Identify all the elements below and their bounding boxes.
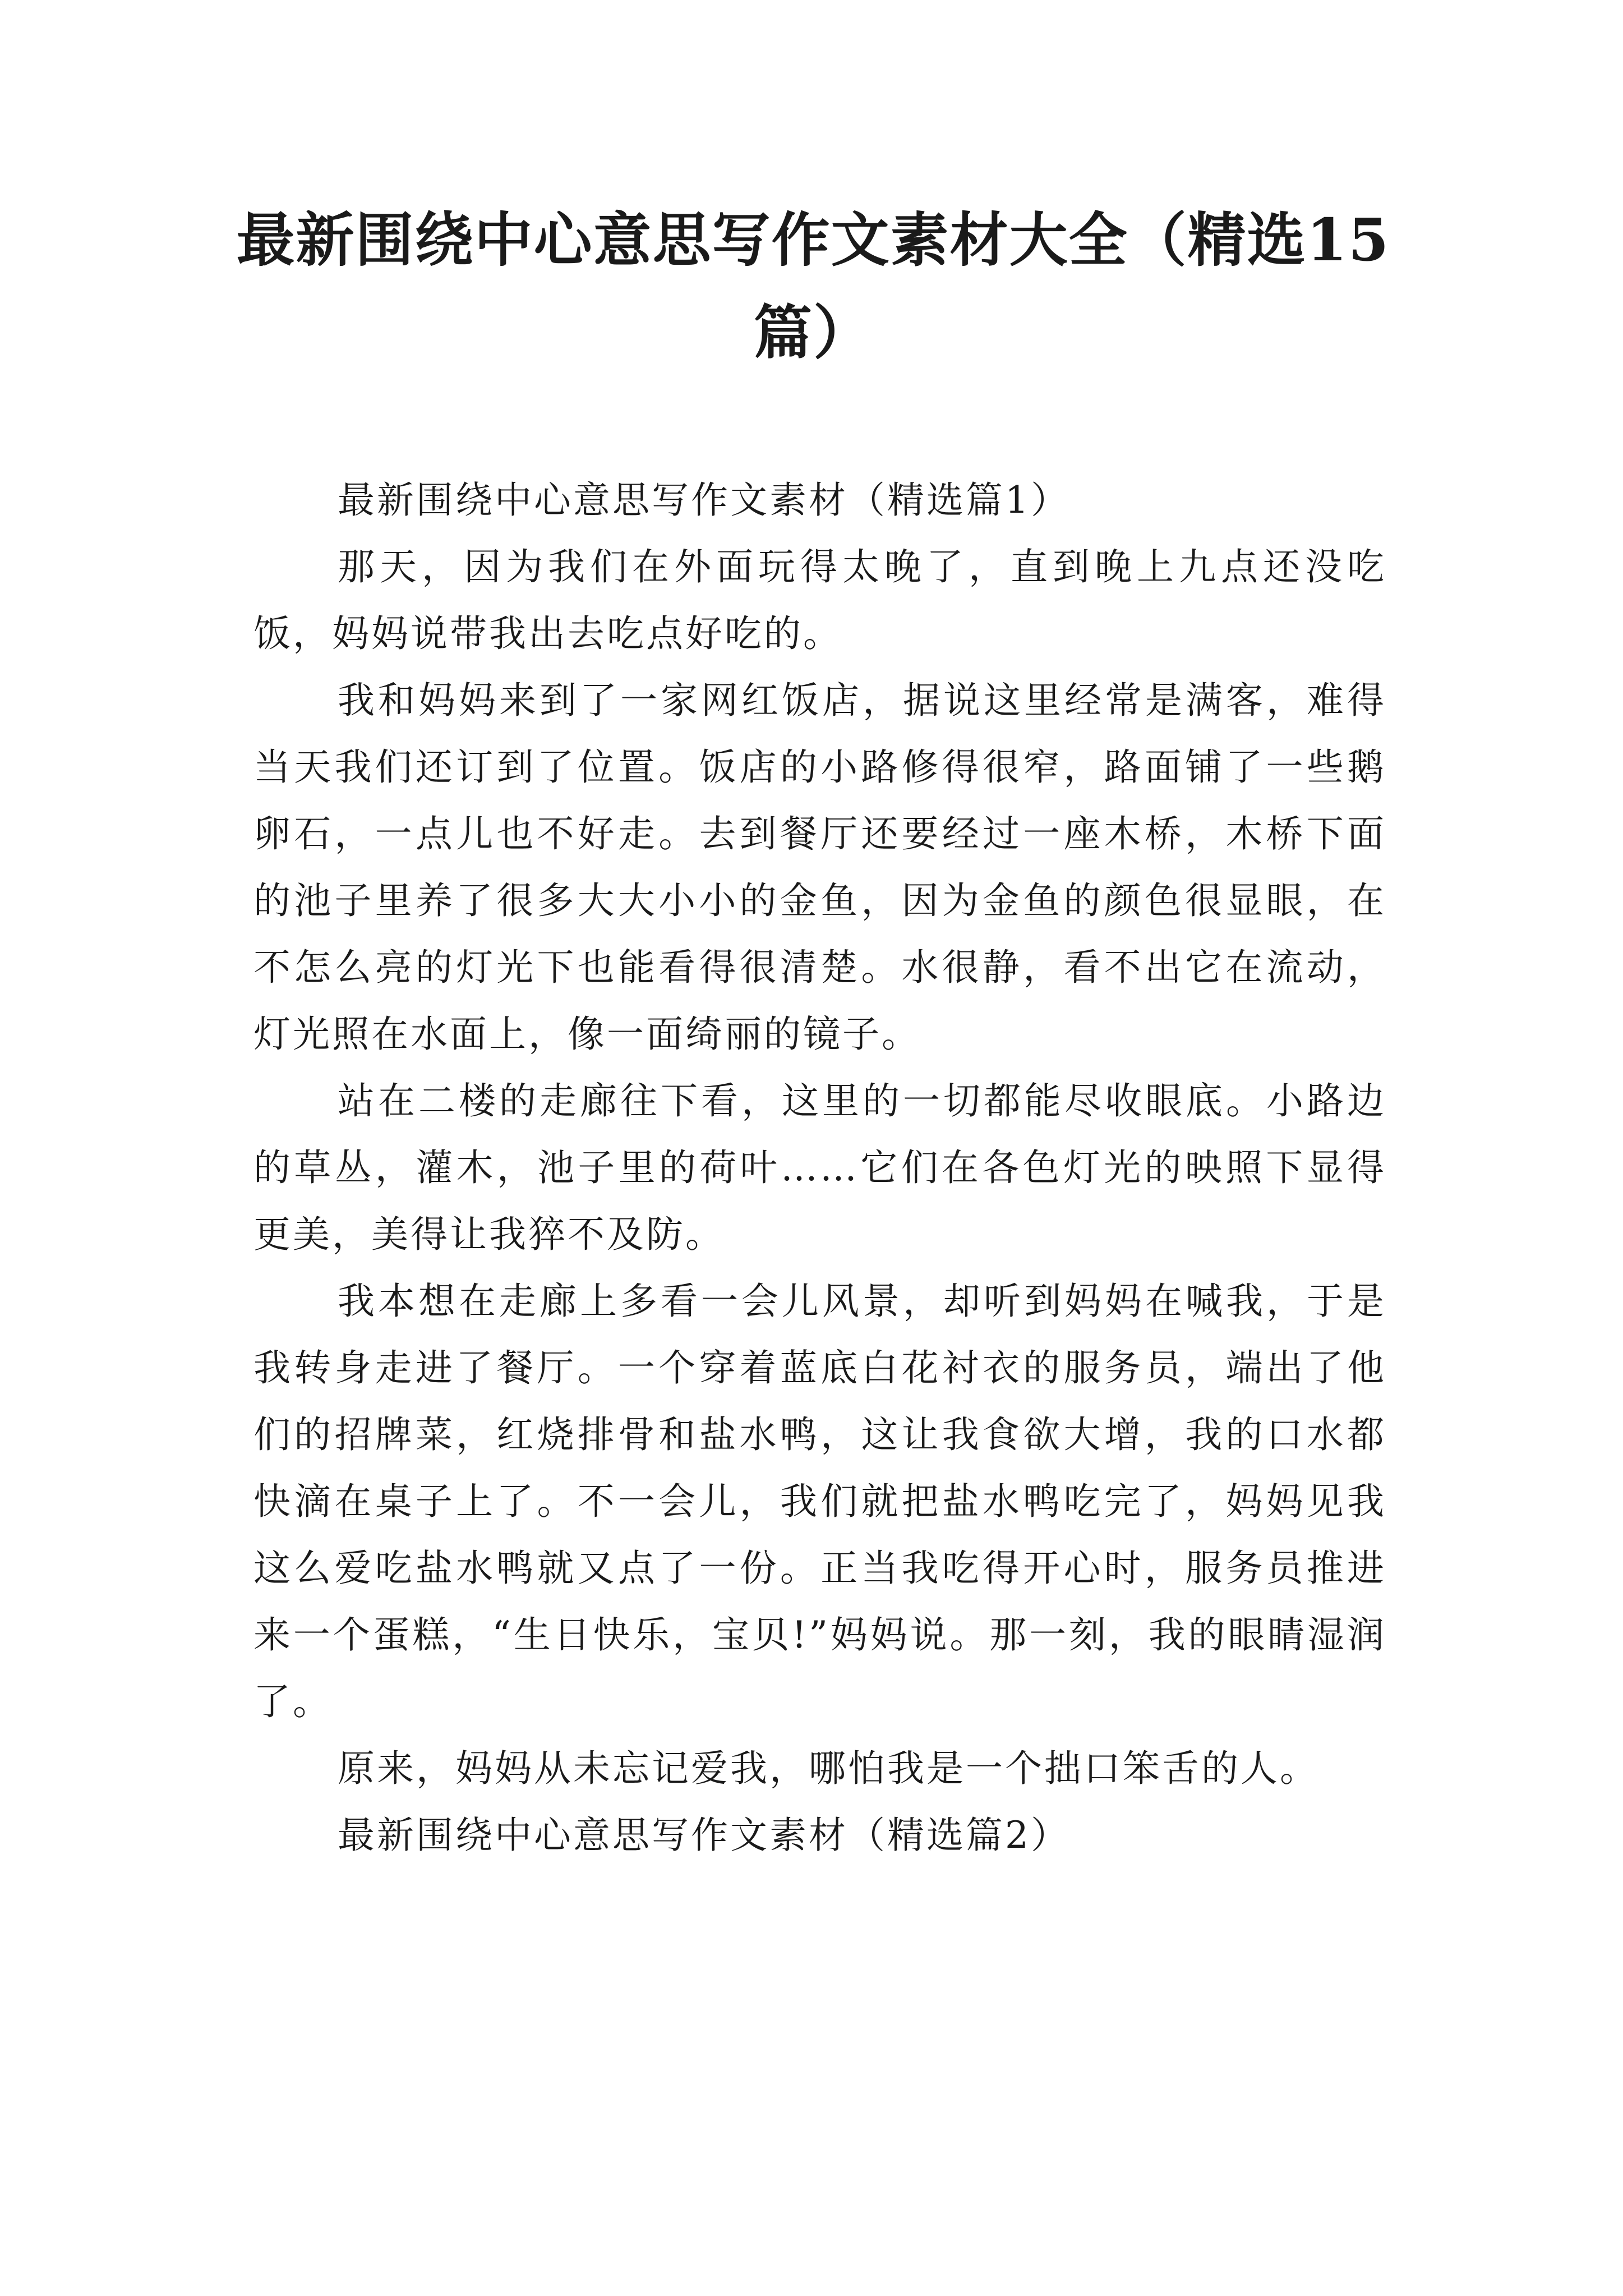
- body-paragraph: 那天，因为我们在外面玩得太晚了，直到晚上九点还没吃饭，妈妈说带我出去吃点好吃的。: [253, 545, 1386, 655]
- body-paragraph: 原来，妈妈从未忘记爱我，哪怕我是一个拙口笨舌的人。: [338, 1747, 1319, 1790]
- body-paragraph: 我本想在走廊上多看一会儿风景，却听到妈妈在喊我，于是我转身走进了餐厅。一个穿着蓝底白花衬衣的服务员，端出了他们的招牌菜，红烧排骨和盐水鸭，这让我食欲大增，我的口水都快滴在桌子上了。不一会儿，我们就把盐水鸭吃完了，妈妈见我这么爱吃盐水鸭就又点了一份。正当我吃得开心时，服务员推进来一个蛋糕，“生日快乐，宝贝!”妈妈说。那一刻，我的眼睛湿润了。: [253, 1280, 1386, 1723]
- section-heading-1: 最新围绕中心意思写作文素材（精选篇1）: [338, 478, 1070, 522]
- document-body: [253, 467, 1386, 1869]
- body-paragraph: 我和妈妈来到了一家网红饭店，据说这里经常是满客，难得当天我们还订到了位置。饭店的小路修得很窄，路面铺了一些鹅卵石，一点儿也不好走。去到餐厅还要经过一座木桥，木桥下面的池子里养了很多大大小小的金鱼，因为金鱼的颜色很显眼，在不怎么亮的灯光下也能看得很清楚。水很静，看不出它在流动，灯光照在水面上，像一面绮丽的镜子。: [253, 679, 1386, 1056]
- document-title: 最新围绕中心意思写作文素材大全（精选15篇）: [236, 205, 1390, 367]
- body-paragraph: 站在二楼的走廊往下看，这里的一切都能尽收眼底。小路边的草丛，灌木，池子里的荷叶……它们在各色灯光的映照下显得更美，美得让我猝不及防。: [253, 1079, 1386, 1256]
- section-heading-2: 最新围绕中心意思写作文素材（精选篇2）: [338, 1814, 1070, 1857]
